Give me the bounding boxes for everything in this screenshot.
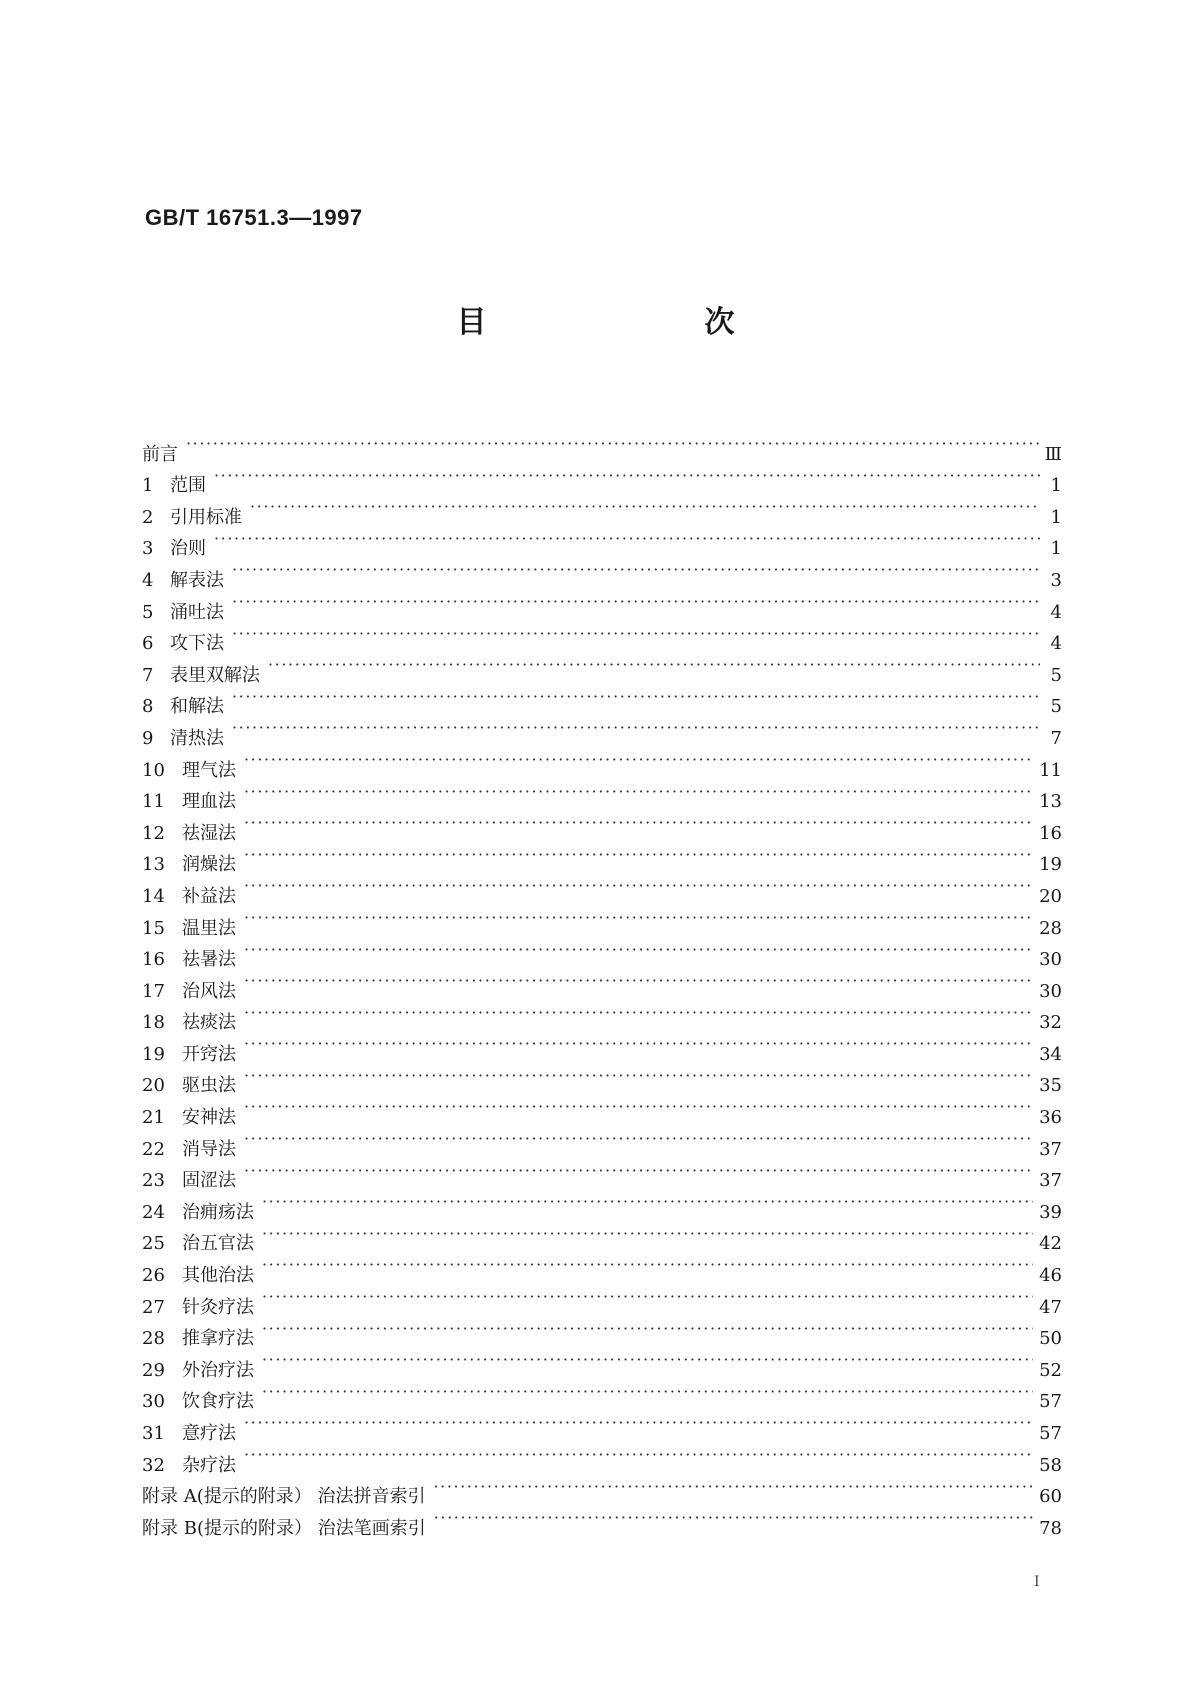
toc-entry-page: 42	[1039, 1233, 1062, 1255]
toc-dot-leader	[244, 997, 1033, 1029]
toc-entry-page: 13	[1039, 791, 1062, 813]
toc-entry-number: 17	[142, 980, 165, 1002]
toc-entry-label: 外治疗法	[182, 1359, 254, 1381]
toc-entry-number: 24	[142, 1201, 165, 1223]
toc-entry-number: 8	[142, 696, 154, 718]
toc-entry-label: 治痈疡法	[182, 1201, 254, 1223]
table-of-contents	[142, 428, 1062, 1539]
toc-entry-label: 附录 B(提示的附录） 治法笔画索引	[142, 1517, 426, 1539]
toc-entry[interactable]	[142, 491, 1062, 528]
toc-dot-leader	[244, 902, 1033, 934]
toc-entry-number: 3	[142, 538, 154, 560]
toc-entry-page: 1	[1050, 538, 1062, 560]
toc-dot-leader	[244, 1060, 1033, 1092]
toc-entry-number: 15	[142, 917, 165, 939]
toc-dot-leader	[434, 1502, 1033, 1534]
toc-dot-leader	[244, 1155, 1033, 1187]
toc-entry-page: 50	[1039, 1328, 1062, 1350]
toc-entry-number: 28	[142, 1328, 165, 1350]
toc-dot-leader	[244, 1439, 1033, 1471]
toc-entry-label: 治风法	[182, 980, 236, 1002]
toc-entry[interactable]	[142, 1376, 1062, 1413]
toc-entry-label: 祛暑法	[182, 949, 236, 971]
toc-dot-leader	[244, 839, 1033, 871]
toc-entry-page: 39	[1039, 1201, 1062, 1223]
toc-dot-leader	[262, 1313, 1033, 1345]
toc-entry-number: 29	[142, 1359, 165, 1381]
toc-entry[interactable]	[142, 523, 1062, 560]
toc-entry[interactable]	[142, 839, 1062, 876]
toc-entry-label: 清热法	[170, 727, 224, 749]
toc-entry-label: 理血法	[182, 791, 236, 813]
toc-entry-page: 60	[1039, 1486, 1062, 1508]
toc-entry-page: 7	[1050, 727, 1062, 749]
toc-dot-leader	[214, 460, 1040, 492]
toc-entry-number: 19	[142, 1043, 165, 1065]
toc-entry-number: 26	[142, 1265, 165, 1287]
toc-entry-label: 范围	[170, 475, 206, 497]
toc-entry-page: 1	[1050, 506, 1062, 528]
toc-dot-leader	[232, 712, 1040, 744]
toc-dot-leader	[433, 1471, 1033, 1503]
toc-dot-leader	[244, 744, 1033, 776]
toc-entry[interactable]	[142, 1186, 1062, 1223]
toc-entry-label: 固涩法	[182, 1170, 236, 1192]
toc-entry[interactable]	[142, 1123, 1062, 1160]
toc-entry-number: 2	[142, 506, 154, 528]
toc-entry-label: 推拿疗法	[182, 1328, 254, 1350]
toc-entry-page: 19	[1039, 854, 1062, 876]
toc-dot-leader	[244, 934, 1033, 966]
toc-entry[interactable]	[142, 618, 1062, 655]
toc-entry-page: 3	[1050, 569, 1062, 591]
toc-entry-page: 4	[1050, 601, 1062, 623]
toc-entry[interactable]	[142, 776, 1062, 813]
toc-entry-number: 16	[142, 949, 165, 971]
toc-entry[interactable]	[142, 460, 1062, 497]
toc-entry-page: 36	[1039, 1107, 1062, 1129]
toc-entry-label: 饮食疗法	[182, 1391, 254, 1413]
toc-entry-number: 5	[142, 601, 154, 623]
toc-entry-label: 和解法	[170, 696, 224, 718]
toc-entry-number: 6	[142, 633, 154, 655]
toc-entry-page: 4	[1050, 633, 1062, 655]
toc-entry-label: 开窍法	[182, 1043, 236, 1065]
toc-entry[interactable]	[142, 1344, 1062, 1381]
toc-entry-label: 祛湿法	[182, 822, 236, 844]
toc-dot-leader	[186, 428, 1039, 460]
toc-entry[interactable]	[142, 1091, 1062, 1129]
toc-entry[interactable]	[142, 870, 1062, 907]
toc-entry-label: 补益法	[182, 885, 236, 907]
toc-entry[interactable]	[142, 1028, 1062, 1065]
toc-entry-label: 杂疗法	[182, 1454, 236, 1476]
toc-entry-label: 温里法	[182, 917, 236, 939]
toc-entry-label: 润燥法	[182, 854, 236, 876]
toc-entry-label: 治五官法	[182, 1233, 254, 1255]
toc-dot-leader	[262, 1344, 1033, 1376]
toc-dot-leader	[262, 1376, 1033, 1408]
toc-dot-leader	[214, 523, 1040, 555]
toc-entry-label: 治则	[170, 538, 206, 560]
toc-entry-number: 7	[142, 664, 154, 686]
toc-entry-number: 23	[142, 1170, 165, 1192]
toc-entry[interactable]	[142, 586, 1062, 623]
toc-entry-number: 32	[142, 1454, 165, 1476]
toc-entry-label: 针灸疗法	[182, 1296, 254, 1318]
toc-dot-leader	[250, 491, 1040, 523]
toc-entry-number: 13	[142, 854, 165, 876]
toc-entry-page: 34	[1039, 1043, 1062, 1065]
toc-entry[interactable]	[142, 712, 1062, 749]
toc-dot-leader	[244, 1407, 1033, 1439]
toc-entry-page: 37	[1039, 1138, 1062, 1160]
toc-entry[interactable]	[142, 1281, 1062, 1318]
toc-entry-page: Ⅲ	[1044, 443, 1062, 465]
document-code: GB/T 16751.3—1997	[145, 205, 363, 230]
toc-entry-number: 9	[142, 727, 154, 749]
toc-entry-label: 解表法	[170, 569, 224, 591]
toc-entry[interactable]	[142, 1249, 1062, 1287]
toc-entry-page: 20	[1039, 885, 1062, 907]
toc-entry-label: 安神法	[182, 1107, 236, 1129]
toc-entry-label: 引用标准	[170, 506, 242, 528]
toc-entry-number: 14	[142, 885, 165, 907]
toc-entry[interactable]	[142, 1313, 1062, 1350]
toc-entry-label: 涌吐法	[170, 601, 224, 623]
toc-entry-page: 11	[1039, 759, 1062, 781]
toc-entry-number: 20	[142, 1075, 165, 1097]
toc-dot-leader	[244, 870, 1033, 902]
toc-entry-page: 58	[1039, 1454, 1062, 1476]
toc-title: 目 次	[456, 305, 829, 340]
toc-entry-page: 47	[1039, 1296, 1062, 1318]
toc-entry[interactable]	[142, 997, 1062, 1034]
toc-entry[interactable]	[142, 902, 1062, 939]
toc-entry[interactable]	[142, 1155, 1062, 1192]
toc-dot-leader	[244, 1123, 1033, 1155]
toc-entry[interactable]	[142, 681, 1062, 718]
toc-entry-page: 30	[1039, 980, 1062, 1002]
toc-entry[interactable]	[142, 1218, 1062, 1255]
toc-entry-page: 30	[1039, 949, 1062, 971]
toc-entry-label: 驱虫法	[182, 1075, 236, 1097]
toc-entry-label: 其他治法	[182, 1265, 254, 1287]
toc-entry-page: 16	[1039, 822, 1062, 844]
toc-entry-label: 表里双解法	[170, 664, 260, 686]
toc-entry-page: 46	[1039, 1265, 1062, 1287]
toc-entry-number: 22	[142, 1138, 165, 1160]
toc-entry-label: 消导法	[182, 1138, 236, 1160]
toc-dot-leader	[244, 965, 1033, 997]
toc-entry[interactable]	[142, 554, 1062, 591]
toc-entry-page: 57	[1039, 1423, 1062, 1444]
toc-entry[interactable]	[142, 807, 1062, 844]
toc-entry-page: 32	[1039, 1012, 1062, 1034]
toc-dot-leader	[232, 681, 1040, 713]
toc-dot-leader	[262, 1218, 1033, 1250]
toc-entry[interactable]	[142, 1407, 1062, 1444]
toc-entry-page: 35	[1039, 1075, 1062, 1097]
toc-dot-leader	[244, 807, 1033, 839]
toc-entry-number: 11	[142, 791, 165, 813]
toc-entry-page: 37	[1039, 1170, 1062, 1192]
toc-entry[interactable]	[142, 965, 1062, 1002]
toc-entry-number: 25	[142, 1233, 165, 1255]
toc-entry[interactable]	[142, 1471, 1062, 1508]
toc-dot-leader	[262, 1281, 1033, 1313]
toc-entry-page: 1	[1050, 475, 1062, 497]
toc-entry-number: 27	[142, 1296, 165, 1318]
toc-dot-leader	[262, 1186, 1033, 1218]
toc-dot-leader	[232, 554, 1040, 586]
toc-entry[interactable]	[142, 428, 1062, 465]
toc-entry[interactable]	[142, 649, 1062, 686]
toc-dot-leader	[268, 649, 1040, 681]
toc-entry-number: 4	[142, 569, 154, 591]
toc-dot-leader	[232, 586, 1040, 618]
toc-entry-label: 祛痰法	[182, 1012, 236, 1034]
toc-entry-page: 78	[1039, 1517, 1062, 1539]
toc-entry[interactable]	[142, 1060, 1062, 1097]
toc-entry-label: 理气法	[182, 759, 236, 781]
toc-entry-page: 52	[1039, 1359, 1062, 1381]
toc-entry-label: 前言	[142, 443, 178, 465]
toc-entry-label: 攻下法	[170, 633, 224, 655]
toc-entry-number: 1	[142, 475, 154, 497]
toc-entry[interactable]	[142, 744, 1062, 781]
toc-dot-leader	[244, 1028, 1033, 1060]
toc-entry-page: 57	[1039, 1391, 1062, 1413]
toc-entry-label: 意疗法	[182, 1423, 236, 1444]
toc-entry-label: 附录 A(提示的附录） 治法拼音索引	[142, 1486, 426, 1508]
toc-entry-page: 5	[1050, 696, 1062, 718]
page-number: Ⅰ	[1034, 1574, 1040, 1590]
toc-dot-leader	[232, 618, 1040, 650]
toc-entry-number: 18	[142, 1012, 165, 1034]
toc-entry-page: 5	[1050, 664, 1062, 686]
toc-entry-number: 10	[142, 759, 165, 781]
toc-entry-page: 28	[1039, 917, 1062, 939]
toc-dot-leader	[244, 1091, 1033, 1123]
toc-dot-leader	[244, 776, 1033, 808]
toc-entry-number: 21	[142, 1107, 165, 1129]
toc-entry[interactable]	[142, 1439, 1062, 1476]
toc-entry-number: 12	[142, 822, 165, 844]
toc-dot-leader	[262, 1249, 1033, 1281]
toc-entry-number: 31	[142, 1423, 165, 1444]
toc-entry-number: 30	[142, 1391, 165, 1413]
toc-entry[interactable]	[142, 934, 1062, 971]
